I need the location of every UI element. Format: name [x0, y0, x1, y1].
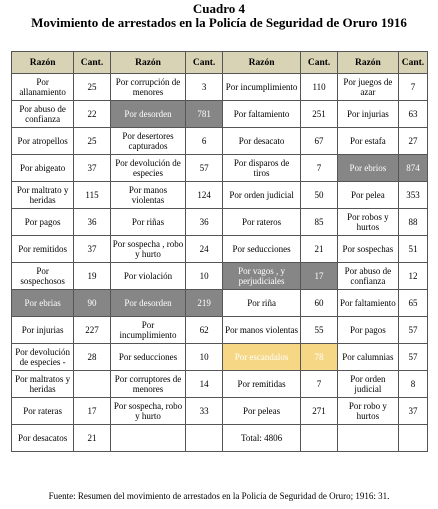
count-cell: 219	[186, 290, 222, 317]
count-cell	[399, 425, 428, 452]
reason-cell: Por manos violentas	[110, 182, 186, 209]
count-cell: 37	[74, 155, 110, 182]
reason-cell: Por incumplimiento	[110, 317, 186, 344]
count-cell: 63	[399, 101, 428, 128]
header-cell: Cant.	[301, 52, 337, 74]
count-cell: 781	[186, 101, 222, 128]
reason-cell: Por escandalos	[222, 344, 301, 371]
reason-cell: Por pagos	[337, 317, 398, 344]
table-row	[12, 182, 428, 209]
count-cell: 37	[399, 398, 428, 425]
table-row	[12, 209, 428, 236]
reason-cell: Por remitidos	[12, 236, 74, 263]
count-cell: 124	[186, 182, 222, 209]
count-cell: 25	[74, 128, 110, 155]
count-cell: 90	[74, 290, 110, 317]
reason-cell: Por disparos de tiros	[222, 155, 301, 182]
reason-cell: Por juegos de azar	[337, 74, 398, 101]
reason-cell: Por allanamiento	[12, 74, 74, 101]
table-row	[12, 344, 428, 371]
count-cell: 37	[74, 236, 110, 263]
reason-cell: Por pagos	[12, 209, 74, 236]
count-cell: 33	[186, 398, 222, 425]
count-cell: 17	[301, 263, 337, 290]
reason-cell: Por riñas	[110, 209, 186, 236]
count-cell: 22	[74, 101, 110, 128]
count-cell: 62	[186, 317, 222, 344]
arrests-table	[11, 51, 428, 452]
count-cell	[74, 371, 110, 398]
count-cell: 51	[399, 236, 428, 263]
reason-cell: Por orden judicial	[337, 371, 398, 398]
reason-cell: Por rateros	[222, 209, 301, 236]
count-cell: 57	[186, 155, 222, 182]
count-cell: 24	[186, 236, 222, 263]
count-cell: 14	[186, 371, 222, 398]
reason-cell: Por devolución de especies -	[12, 344, 74, 371]
count-cell: 115	[74, 182, 110, 209]
table-row	[12, 398, 428, 425]
reason-cell: Por desorden	[110, 101, 186, 128]
reason-cell: Por calumnias	[337, 344, 398, 371]
reason-cell: Por desacato	[222, 128, 301, 155]
reason-cell: Por pelea	[337, 182, 398, 209]
reason-cell: Por faltamiento	[337, 290, 398, 317]
count-cell: 21	[301, 236, 337, 263]
reason-cell: Por incumplimiento	[222, 74, 301, 101]
count-cell: 60	[301, 290, 337, 317]
reason-cell: Por sospecha, robo y hurto	[110, 398, 186, 425]
count-cell: 28	[74, 344, 110, 371]
count-cell: 21	[74, 425, 110, 452]
count-cell: 8	[399, 371, 428, 398]
count-cell: 27	[399, 128, 428, 155]
count-cell: 6	[186, 128, 222, 155]
table-row	[12, 290, 428, 317]
header-row	[12, 52, 428, 74]
count-cell: 36	[186, 209, 222, 236]
count-cell: 19	[74, 263, 110, 290]
reason-cell: Por maltrato y heridas	[12, 182, 74, 209]
reason-cell: Por corruptores de menores	[110, 371, 186, 398]
reason-cell: Por riña	[222, 290, 301, 317]
reason-cell: Por injurias	[12, 317, 74, 344]
count-cell: 57	[399, 317, 428, 344]
reason-cell: Por abuso de confianza	[12, 101, 74, 128]
reason-cell: Por seducciones	[110, 344, 186, 371]
count-cell: 17	[74, 398, 110, 425]
count-cell: 50	[301, 182, 337, 209]
table-row	[12, 371, 428, 398]
count-cell: 227	[74, 317, 110, 344]
reason-cell: Por faltamiento	[222, 101, 301, 128]
table-row	[12, 263, 428, 290]
table-number: Cuadro 4	[192, 1, 246, 16]
reason-cell: Por robos y hurtos	[337, 209, 398, 236]
reason-cell: Por rateras	[12, 398, 74, 425]
reason-cell: Por injurias	[337, 101, 398, 128]
source-note: Fuente: Resumen del movimiento de arrestados en la Policía de Seguridad de Oruro; 1916: 31.	[48, 491, 390, 501]
count-cell	[186, 425, 222, 452]
reason-cell	[337, 425, 398, 452]
reason-cell: Por desertores capturados	[110, 128, 186, 155]
count-cell: 85	[301, 209, 337, 236]
count-cell: 57	[399, 344, 428, 371]
count-cell: 110	[301, 74, 337, 101]
reason-cell: Por violación	[110, 263, 186, 290]
count-cell: 7	[399, 74, 428, 101]
reason-cell: Por desorden	[110, 290, 186, 317]
reason-cell: Por atropellos	[12, 128, 74, 155]
count-cell: 251	[301, 101, 337, 128]
count-cell: 3	[186, 74, 222, 101]
header-cell: Cant.	[399, 52, 428, 74]
count-cell: 7	[301, 155, 337, 182]
reason-cell: Por ebrias	[12, 290, 74, 317]
reason-cell: Por abigeato	[12, 155, 74, 182]
count-cell: 874	[399, 155, 428, 182]
reason-cell: Por sospecha , robo y hurto	[110, 236, 186, 263]
reason-cell: Por ebrios	[337, 155, 398, 182]
count-cell: 7	[301, 371, 337, 398]
reason-cell: Por maltratos y heridas	[12, 371, 74, 398]
table-row	[12, 74, 428, 101]
header-cell: Cant.	[186, 52, 222, 74]
reason-cell: Por desacatos	[12, 425, 74, 452]
table-row	[12, 128, 428, 155]
reason-cell: Por manos violentas	[222, 317, 301, 344]
table-row	[12, 236, 428, 263]
table-row	[12, 317, 428, 344]
reason-cell: Por devolución de especies	[110, 155, 186, 182]
reason-cell: Por corrupción de menores	[110, 74, 186, 101]
reason-cell: Total: 4806	[222, 425, 301, 452]
reason-cell: Por vagos , y perjudiciales	[222, 263, 301, 290]
reason-cell: Por robo y hurtos	[337, 398, 398, 425]
table-title: Movimiento de arrestados en la Policía de Seguridad de Oruro 1916	[31, 15, 407, 30]
reason-cell: Por seducciones	[222, 236, 301, 263]
count-cell: 78	[301, 344, 337, 371]
count-cell: 36	[74, 209, 110, 236]
count-cell: 67	[301, 128, 337, 155]
reason-cell: Por remitidas	[222, 371, 301, 398]
table-row	[12, 101, 428, 128]
count-cell: 12	[399, 263, 428, 290]
reason-cell: Por peleas	[222, 398, 301, 425]
reason-cell: Por orden judicial	[222, 182, 301, 209]
table-row	[12, 425, 428, 452]
reason-cell	[110, 425, 186, 452]
count-cell: 10	[186, 344, 222, 371]
table-row	[12, 155, 428, 182]
count-cell: 25	[74, 74, 110, 101]
reason-cell: Por estafa	[337, 128, 398, 155]
header-cell: Cant.	[74, 52, 110, 74]
table-body	[12, 74, 428, 452]
count-cell	[301, 425, 337, 452]
header-cell: Razón	[12, 52, 74, 74]
count-cell: 65	[399, 290, 428, 317]
count-cell: 55	[301, 317, 337, 344]
reason-cell: Por sospechas	[337, 236, 398, 263]
reason-cell: Por sospechosos	[12, 263, 74, 290]
count-cell: 88	[399, 209, 428, 236]
header-cell: Razón	[222, 52, 301, 74]
count-cell: 271	[301, 398, 337, 425]
header-cell: Razón	[337, 52, 398, 74]
header-cell: Razón	[110, 52, 186, 74]
count-cell: 353	[399, 182, 428, 209]
reason-cell: Por abuso de confianza	[337, 263, 398, 290]
count-cell: 10	[186, 263, 222, 290]
